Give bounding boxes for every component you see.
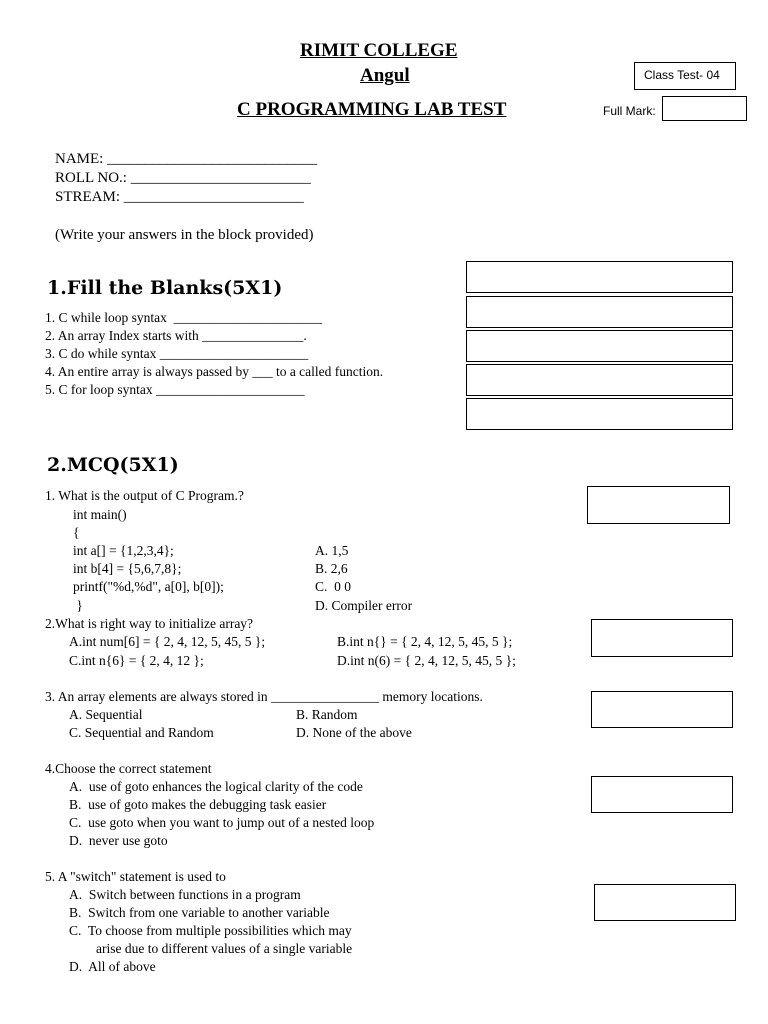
answer-box-2-2[interactable] xyxy=(591,619,733,657)
mcq3-option-c: C. Sequential and Random xyxy=(69,725,214,740)
mcq4-option-b: B. use of goto makes the debugging task easier xyxy=(69,797,327,812)
answer-box-1-4[interactable] xyxy=(466,364,733,396)
class-test-box xyxy=(634,62,736,90)
section1-title: 1.Fill the Blanks(5X1) xyxy=(47,277,283,299)
mcq5-option-c-continued: arise due to different values of a single variable xyxy=(96,941,353,956)
fill-blank-3: 3. C do while syntax ______________________ xyxy=(45,346,309,361)
stream-line: STREAM: ________________________ xyxy=(55,189,304,205)
mcq4-question: 4.Choose the correct statement xyxy=(45,761,212,776)
answer-box-2-5[interactable] xyxy=(594,884,736,921)
fill-blank-1: 1. C while loop syntax ______________________ xyxy=(45,310,323,325)
name-line: NAME: ____________________________ xyxy=(55,151,318,167)
mcq5-option-d: D. All of above xyxy=(69,959,156,974)
fill-blank-2: 2. An array Index starts with _______________. xyxy=(45,328,307,343)
mcq2-option-a: A.int num[6] = { 2, 4, 12, 5, 45, 5 }; xyxy=(69,634,266,649)
mcq1-code-line: { xyxy=(73,525,80,540)
mcq5-question: 5. A "switch" statement is used to xyxy=(45,869,226,884)
mcq5-option-a: A. Switch between functions in a program xyxy=(69,887,301,902)
college-name: RIMIT COLLEGE xyxy=(300,40,458,61)
answer-box-2-1[interactable] xyxy=(587,486,730,524)
answer-box-1-5[interactable] xyxy=(466,398,733,430)
mcq3-question: 3. An array elements are always stored in ________________ memory locations. xyxy=(45,689,483,704)
mcq1-code-line: int a[] = {1,2,3,4}; xyxy=(73,543,174,558)
mcq1-option-d: D. Compiler error xyxy=(315,598,413,613)
answer-box-1-2[interactable] xyxy=(466,296,733,328)
roll-line: ROLL NO.: ________________________ xyxy=(55,170,311,186)
mcq3-option-a: A. Sequential xyxy=(69,707,143,722)
test-title: C PROGRAMMING LAB TEST xyxy=(237,99,507,120)
section2-title: 2.MCQ(5X1) xyxy=(47,454,179,476)
mcq4-option-d: D. never use goto xyxy=(69,833,168,848)
mcq4-option-a: A. use of goto enhances the logical clarity of the code xyxy=(69,779,363,794)
full-mark-field[interactable] xyxy=(662,96,747,121)
full-mark-label: Full Mark: xyxy=(603,104,656,118)
mcq2-question: 2.What is right way to initialize array? xyxy=(45,616,254,631)
class-test-label: Class Test- 04 xyxy=(644,68,720,82)
mcq3-option-d: D. None of the above xyxy=(296,725,412,740)
answer-box-1-1[interactable] xyxy=(466,261,733,293)
mcq1-code-line: printf("%d,%d", a[0], b[0]); xyxy=(73,579,224,594)
mcq2-option-c: C.int n{6} = { 2, 4, 12 }; xyxy=(69,653,204,668)
mcq1-question: 1. What is the output of C Program.? xyxy=(45,488,244,503)
mcq1-code-line: } xyxy=(73,598,83,613)
mcq1-option-c: C. 0 0 xyxy=(315,579,352,594)
mcq1-code-line: int b[4] = {5,6,7,8}; xyxy=(73,561,182,576)
mcq5-option-b: B. Switch from one variable to another variable xyxy=(69,905,330,920)
mcq3-option-b: B. Random xyxy=(296,707,358,722)
mcq1-code-line: int main() xyxy=(73,507,127,522)
answer-box-2-4[interactable] xyxy=(591,776,733,813)
answer-box-2-3[interactable] xyxy=(591,691,733,728)
answer-box-1-3[interactable] xyxy=(466,330,733,362)
fill-blank-4: 4. An entire array is always passed by ___ to a called function. xyxy=(45,364,384,379)
mcq2-option-b: B.int n{} = { 2, 4, 12, 5, 45, 5 }; xyxy=(337,634,513,649)
mcq5-option-c: C. To choose from multiple possibilities which may xyxy=(69,923,352,938)
mcq1-option-b: B. 2,6 xyxy=(315,561,348,576)
college-city: Angul xyxy=(360,65,410,86)
mcq1-option-a: A. 1,5 xyxy=(315,543,349,558)
mcq4-option-c: C. use goto when you want to jump out of a nested loop xyxy=(69,815,375,830)
instruction: (Write your answers in the block provided) xyxy=(55,227,314,243)
mcq2-option-d: D.int n(6) = { 2, 4, 12, 5, 45, 5 }; xyxy=(337,653,516,668)
fill-blank-5: 5. C for loop syntax ______________________ xyxy=(45,382,305,397)
